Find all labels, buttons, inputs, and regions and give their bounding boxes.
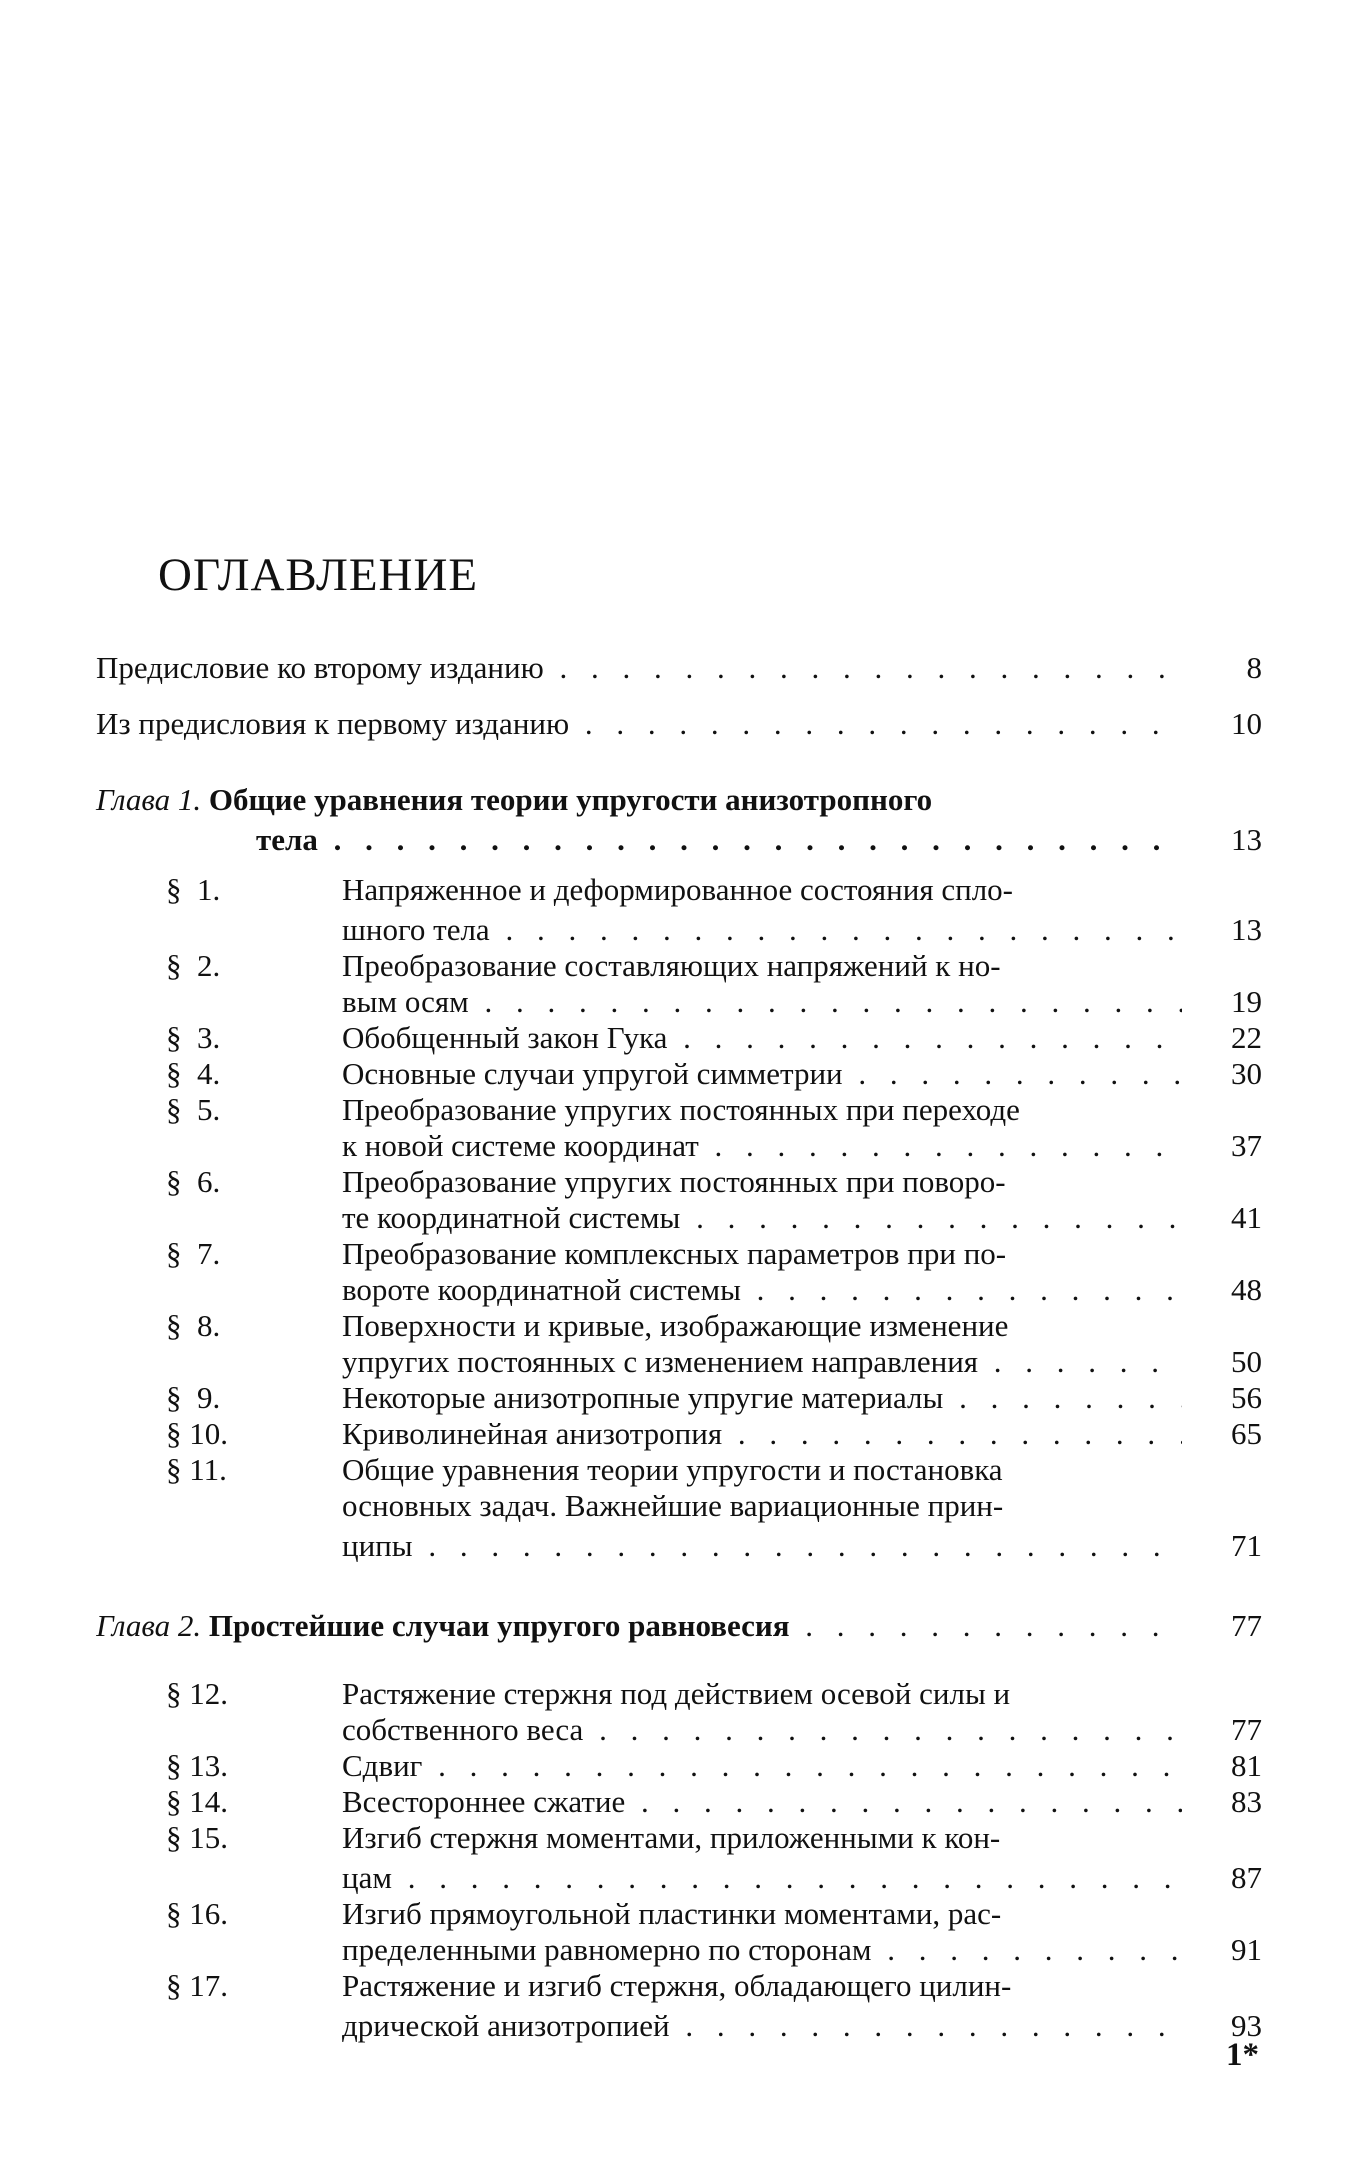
section-title-line2: упругих постоянных с изменением направления . . . [96,1344,1182,1380]
section-page: 65 [1231,1416,1262,1451]
section-number: § 5. [166,1092,221,1127]
chapter-label: Глава 1. [96,782,202,817]
section-11-cont [96,1524,1262,1564]
chapter-page: 13 [1231,822,1262,857]
section-number: § 6. [166,1164,221,1199]
section-title: Преобразование упругих постоянных при переходе [342,1092,1020,1127]
section-title-line2: цам . . . [96,1860,1182,1896]
section-9 [96,1380,1262,1416]
section-number: § 12. [166,1676,228,1711]
toc-entry-page: 8 [1246,650,1262,685]
section-page: 71 [1231,1528,1262,1563]
section-page: 13 [1231,912,1262,947]
section-title: Криволинейная анизотропия [342,1416,723,1451]
section-title-line2: вым осям . . . [96,984,1182,1020]
section-4 [96,1056,1262,1092]
section-title: Напряженное и деформированное состояния спло- [342,872,1013,907]
section-2 [96,948,1262,984]
section-number: § 17. [166,1968,228,2003]
section-2-cont [96,984,1262,1020]
section-title: Изгиб стержня моментами, приложенными к кон- [342,1820,1001,1855]
section-number: § 9. [166,1380,221,1415]
chapter-heading [96,782,1262,818]
section-6-cont [96,1200,1262,1236]
section-number: § 16. [166,1896,228,1931]
section-7 [96,1236,1262,1272]
section-page: 91 [1231,1932,1262,1967]
section-page: 81 [1231,1748,1262,1783]
section-title: Обобщенный закон Гука [342,1020,668,1055]
chapter-title-line2: тела . . . [96,822,1182,858]
section-title-line2: дрической анизотропией . . . [96,2008,1182,2044]
section-title: Сдвиг [342,1748,423,1783]
section-number: § 2. [166,948,221,983]
section-16 [96,1896,1262,1932]
section-title: Поверхности и кривые, изображающие изменение [342,1308,1009,1343]
section-title-line2: собственного веса . . . [96,1712,1182,1748]
section-12 [96,1676,1262,1712]
toc-entry-preface-2 [96,640,1262,686]
section-page: 22 [1231,1020,1262,1055]
section-number: § 3. [166,1020,221,1055]
section-number: § 11. [166,1452,227,1487]
section-title: Преобразование комплексных параметров при по- [342,1236,1007,1271]
section-number: § 14. [166,1784,228,1819]
section-5-cont [96,1128,1262,1164]
section-1 [96,872,1262,908]
section-page: 93 [1231,2008,1262,2043]
table-of-contents [96,640,1262,2044]
toc-entry-preface-1 [96,686,1262,742]
section-title: Основные случаи упругой симметрии [342,1056,843,1091]
section-17 [96,1968,1262,2004]
chapter-title: Простейшие случаи упругого равновесия [208,1608,790,1643]
section-page: 48 [1231,1272,1262,1307]
section-15-cont [96,1856,1262,1896]
section-page: 37 [1231,1128,1262,1163]
section-number: § 7. [166,1236,221,1271]
section-page: 50 [1231,1344,1262,1379]
section-number: § 1. [166,872,221,907]
section-11 [96,1452,1262,1488]
section-number: § 4. [166,1056,221,1091]
toc-entry-page: 10 [1231,706,1262,741]
section-14 [96,1784,1262,1820]
section-16-cont [96,1932,1262,1968]
section-title: Всестороннее сжатие [342,1784,626,1819]
section-title-line2: к новой системе координат . . . [96,1128,1182,1164]
section-title: Преобразование составляющих напряжений к но- [342,948,1001,983]
section-page: 83 [1231,1784,1262,1819]
section-5 [96,1092,1262,1128]
section-number: § 8. [166,1308,221,1343]
section-page: 56 [1231,1380,1262,1415]
section-8-cont [96,1344,1262,1380]
section-7-cont [96,1272,1262,1308]
section-title: Некоторые анизотропные упругие материалы [342,1380,944,1415]
section-page: 41 [1231,1200,1262,1235]
section-11-line2: основных задач. Важнейшие вариационные прин- [342,1488,1004,1523]
section-title: Преобразование упругих постоянных при поворо- [342,1164,1006,1199]
section-title-line2: шного тела . . . [96,912,1182,948]
signature-mark: 1* [1226,2037,1259,2073]
section-3 [96,1020,1262,1056]
toc-title: ОГЛАВЛЕНИЕ [158,549,479,601]
section-number: § 15. [166,1820,228,1855]
section-13 [96,1748,1262,1784]
section-8 [96,1308,1262,1344]
chapter-title: Общие уравнения теории упругости анизотропного [208,782,933,817]
section-6 [96,1164,1262,1200]
chapter-page: 77 [1231,1608,1262,1643]
section-17-cont [96,2004,1262,2044]
toc-entry-text: Из предисловия к первому изданию . . . [96,706,1182,742]
section-title-line3: ципы . . . [96,1528,1182,1564]
section-1-cont [96,908,1262,948]
section-title: Общие уравнения теории упругости и постановка [342,1452,1003,1487]
section-number: § 13. [166,1748,228,1783]
chapter-2-heading [96,1604,1262,1644]
section-page: 87 [1231,1860,1262,1895]
section-title: Изгиб прямоугольной пластинки моментами, рас- [342,1896,1002,1931]
section-page: 77 [1231,1712,1262,1747]
section-12-cont [96,1712,1262,1748]
section-title-line2: пределенными равномерно по сторонам . . . [96,1932,1182,1968]
section-page: 19 [1231,984,1262,1019]
toc-entry-text: Предисловие ко второму изданию . . . [96,650,1182,686]
chapter-label: Глава 2. [96,1608,202,1643]
section-title-line2: вороте координатной системы . . . [96,1272,1182,1308]
chapter-title-cont [96,818,1262,858]
section-15 [96,1820,1262,1856]
section-page: 30 [1231,1056,1262,1091]
section-title: Растяжение и изгиб стержня, обладающего цилин- [342,1968,1012,2003]
section-10 [96,1416,1262,1452]
section-title: Растяжение стержня под действием осевой силы и [342,1676,1011,1711]
section-title-line2: те координатной системы . . . [96,1200,1182,1236]
section-number: § 10. [166,1416,228,1451]
